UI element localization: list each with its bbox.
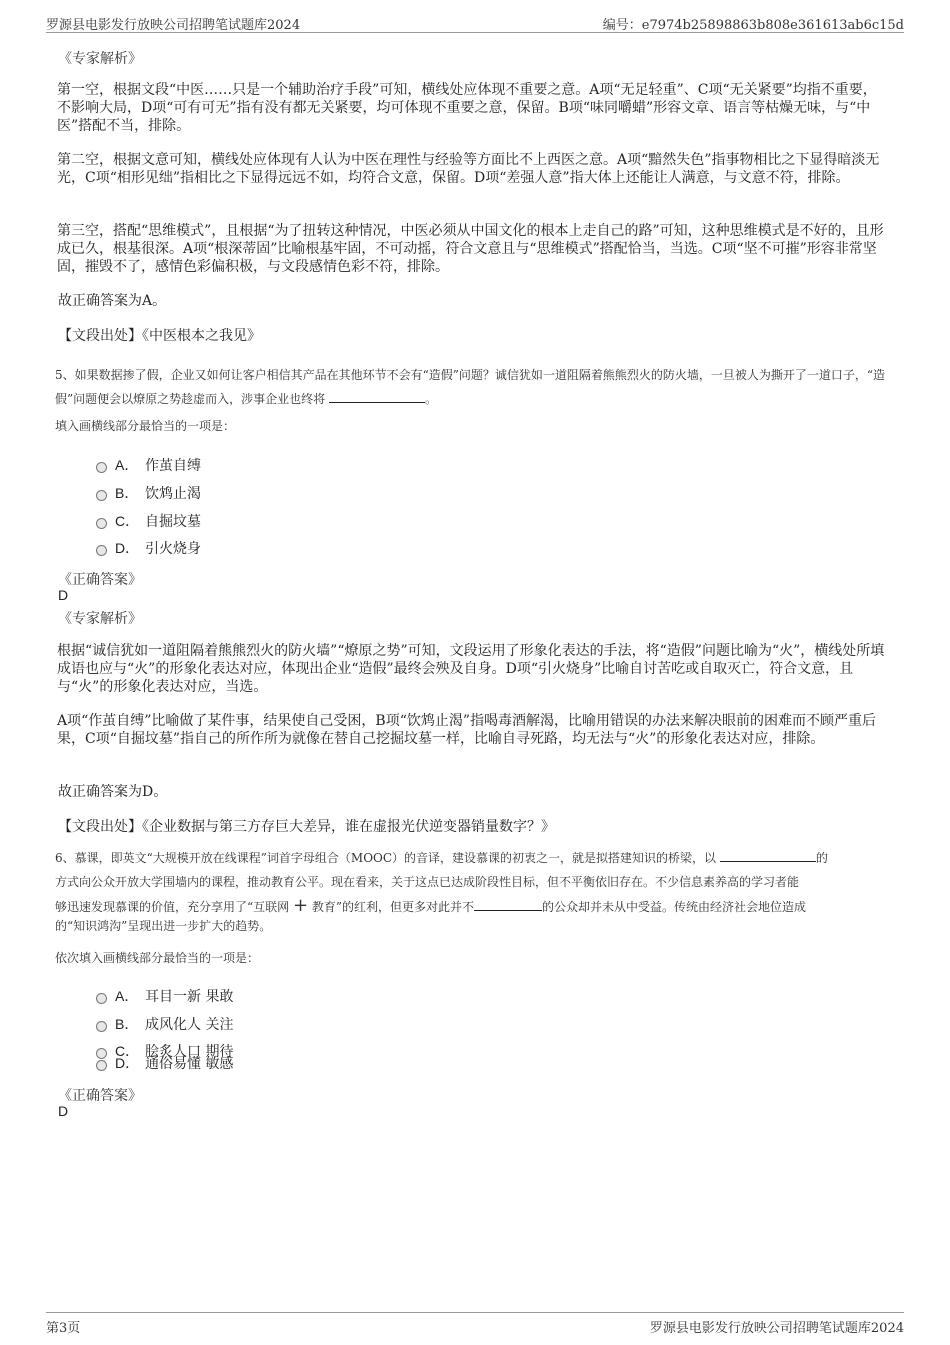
radio-icon[interactable]: [96, 462, 107, 473]
q5-stem: [55, 363, 895, 411]
footer-title: 罗源县电影发行放映公司招聘笔试题库2024: [649, 1321, 904, 1336]
q6-answer: D: [58, 1103, 69, 1119]
header-title: 罗源县电影发行放映公司招聘笔试题库2024: [46, 18, 301, 33]
q5-prompt: 填入画横线部分最恰当的一项是：: [55, 419, 236, 433]
option-letter: A．: [115, 457, 139, 473]
q5-answer-label: 《正确答案》: [58, 572, 142, 588]
q4-source: 【文段出处】《中医根本之我见》: [58, 328, 261, 344]
option-text: 引火烧身: [145, 541, 201, 557]
radio-icon[interactable]: [96, 1021, 107, 1032]
q5-analysis-p1: 根据“诚信犹如一道阻隔着熊熊烈火的防火墙”“燎原之势”可知，文段运用了形象化表达的手法，将“造假”问题比喻为“火”，横线处所填成语也应与“火”的形象化表达对应，体现出企业“造假”最终会殃及自身。D项“引火烧身”比喻自讨苦吃或自取灭亡，符合文意，且与“火”的形象化表达对应，当选。: [57, 643, 885, 695]
q6-stem-line4: 的“知识鸿沟”呈现出进一步扩大的趋势。: [55, 919, 272, 933]
q5-option-d[interactable]: [96, 538, 201, 558]
radio-icon[interactable]: [96, 545, 107, 556]
option-text: 耳目一新 果敢: [145, 989, 234, 1005]
radio-icon[interactable]: [96, 518, 107, 529]
option-text: 作茧自缚: [145, 458, 201, 474]
q6-option-a[interactable]: [96, 986, 233, 1006]
q5-option-b[interactable]: [96, 483, 201, 503]
page-footer: [46, 1312, 904, 1343]
q4-analysis-p3: 第三空，搭配“思维模式”，且根据“为了扭转这种情况，中医必须从中国文化的根本上走自己的路”可知，这种思维模式是不好的，且形成已久，根基很深。A项“根深蒂固”比喻根基牢固，不可动摇，符合文意且与“思维模式”搭配恰当，当选。C项“坚不可摧”形容非常坚固，摧毁不了，感情色彩偏积极，与文段感情色彩不符，排除。: [57, 223, 884, 275]
q6-stem-line1: [55, 846, 895, 870]
q5-conclusion: 故正确答案为D。: [58, 784, 168, 800]
radio-icon[interactable]: [96, 993, 107, 1004]
option-letter: D．: [115, 1055, 140, 1071]
q6-prompt: 依次填入画横线部分最恰当的一项是：: [55, 951, 260, 965]
q6-answer-label: 《正确答案》: [58, 1088, 142, 1104]
q6-line1-text: 6、慕课，即英文“大规模开放在线课程”词首字母组合（MOOC）的音译，建设慕课的初衷之一，就是拟搭建知识的桥梁，以: [55, 851, 717, 865]
q6-option-b[interactable]: [96, 1014, 233, 1034]
q5-option-c[interactable]: [96, 511, 201, 531]
q4-analysis-p1: 第一空，根据文段“中医……只是一个辅助治疗手段”可知，横线处应体现不重要之意。A项“无足轻重”、C项“无关紧要”均指不重要，不影响大局，D项“可有可无”指有没有都无关紧要，均可体现不重要之意，保留。B项“味同嚼蜡”形容文章、语言等枯燥无味，与“中医”搭配不当，排除。: [57, 82, 877, 134]
q5-blank: [329, 390, 425, 403]
option-letter: C．: [115, 1043, 140, 1059]
option-letter: B．: [115, 1016, 139, 1032]
plus-sign: +: [292, 895, 309, 916]
radio-icon[interactable]: [96, 490, 107, 501]
q6-blank-2: [474, 898, 542, 911]
option-text: 成风化人 关注: [145, 1017, 234, 1033]
q6-option-d[interactable]: [96, 1053, 233, 1073]
q5-stem-end: 。: [424, 392, 437, 406]
option-letter: A．: [115, 988, 139, 1004]
q6-line3-text-a: 够迅速发现慕课的价值，充分享用了“互联网: [55, 900, 290, 914]
option-letter: D．: [115, 540, 140, 556]
q5-analysis-label: 《专家解析》: [58, 611, 142, 627]
q4-analysis-p2: 第二空，根据文意可知，横线处应体现有人认为中医在理性与经验等方面比不上西医之意。A项“黯然失色”指事物相比之下显得暗淡无光，C项“相形见绌”指相比之下显得远远不如，均符合文意，保留。D项“差强人意”指大体上还能让人满意，与文意不符，排除。: [57, 152, 880, 186]
q6-blank-1: [720, 849, 816, 862]
footer-page-number: 第3页: [46, 1321, 81, 1336]
q4-conclusion: 故正确答案为A。: [58, 293, 167, 309]
page-header: [46, 0, 904, 33]
q6-line1-end: 的: [815, 851, 828, 865]
q5-source: 【文段出处】《企业数据与第三方存巨大差异，谁在虚报光伏逆变器销量数字？》: [58, 819, 555, 835]
q4-analysis-label: 《专家解析》: [58, 51, 142, 67]
option-text: 饮鸩止渴: [145, 486, 201, 502]
option-text: 通俗易懂 敏感: [145, 1056, 234, 1072]
option-text: 自掘坟墓: [145, 514, 201, 530]
q6-line3-text-c: 的公众却并未从中受益。传统由经济社会地位造成: [542, 900, 807, 914]
option-letter: C．: [115, 513, 140, 529]
option-text: 脍炙人口 期待: [145, 1044, 234, 1060]
radio-icon[interactable]: [96, 1060, 107, 1071]
header-code: 编号：e7974b25898863b808e361613ab6c15d: [602, 18, 904, 33]
q5-option-a[interactable]: [96, 455, 201, 475]
q6-stem-line2: 方式向公众开放大学围墙内的课程，推动教育公平。现在看来，关于这点已达成阶段性目标，但不平衡依旧存在。不少信息素养高的学习者能: [55, 875, 800, 889]
option-letter: B．: [115, 485, 139, 501]
q6-line3-text-b: 教育”的红利，但更多对此并不: [311, 900, 475, 914]
q5-answer: D: [58, 587, 69, 603]
q5-stem-text: 5、如果数据掺了假，企业又如何让客户相信其产品在其他环节不会有“造假”问题？诚信犹如一道阻隔着熊熊烈火的防火墙，一旦被人为撕开了一道口子，“造假”问题便会以燎原之势趁虚而入，涉事企业也终将: [55, 368, 886, 406]
q5-analysis-p2: A项“作茧自缚”比喻做了某件事，结果使自己受困，B项“饮鸩止渴”指喝毒酒解渴，比喻用错误的办法来解决眼前的困难而不顾严重后果，C项“自掘坟墓”指自己的所作所为就像在替自己挖掘坟墓一样，比喻自寻死路，均无法与“火”的形象化表达对应，排除。: [57, 713, 877, 747]
